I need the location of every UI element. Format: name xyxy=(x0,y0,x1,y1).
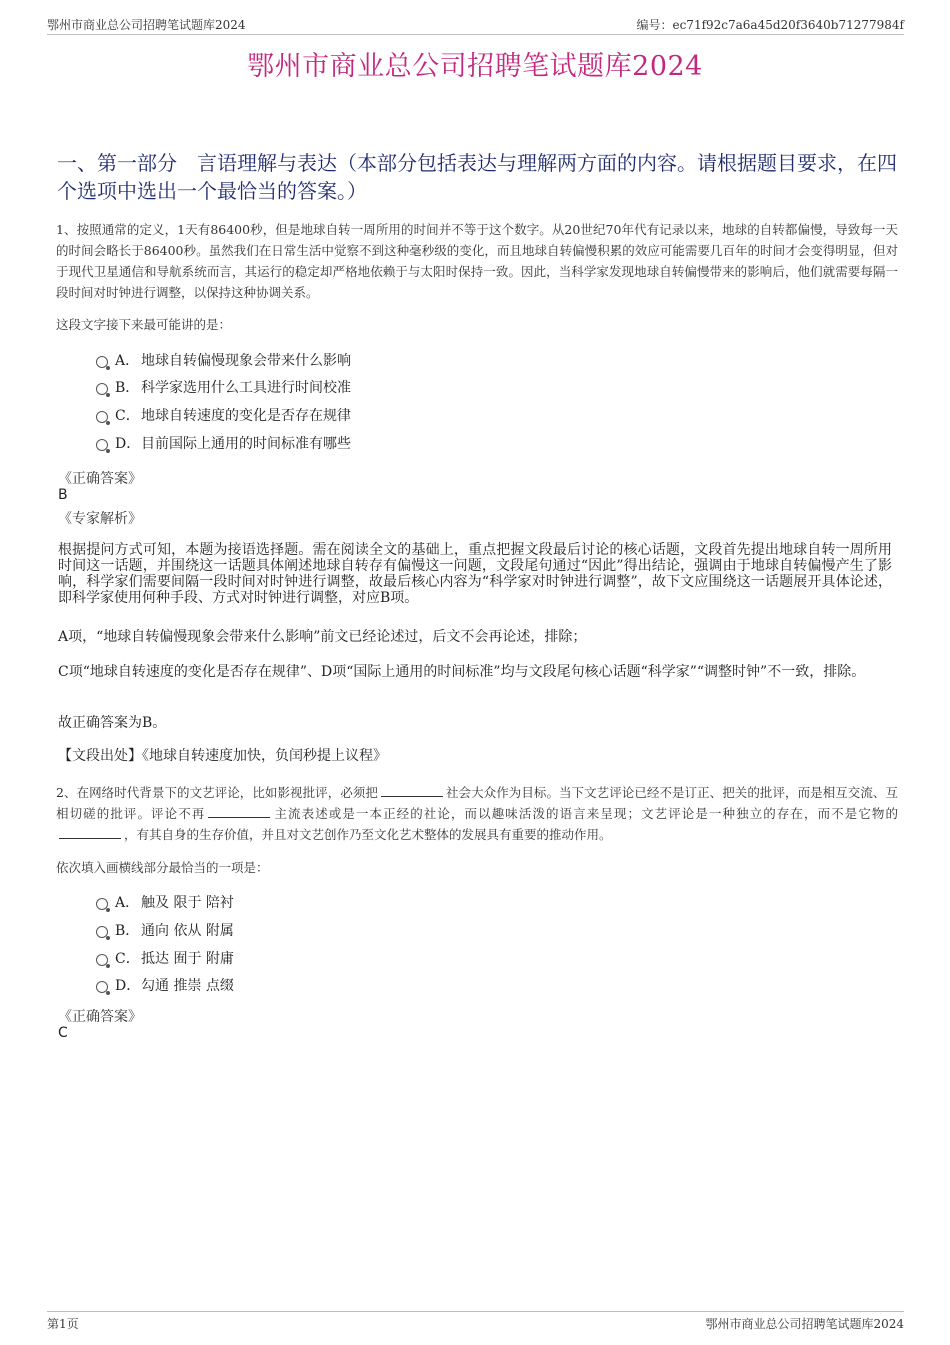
q1-analysis-label: 《专家解析》 xyxy=(58,511,142,527)
option-text: 地球自转偏慢现象会带来什么影响 xyxy=(141,353,351,369)
option-letter: A． xyxy=(115,895,140,911)
radio-icon[interactable] xyxy=(96,439,108,451)
option-letter: A． xyxy=(115,353,140,369)
option-letter: C． xyxy=(115,951,140,967)
q1-option-d[interactable] xyxy=(96,433,351,453)
radio-icon[interactable] xyxy=(96,981,108,993)
option-text: 抵达 囿于 附庸 xyxy=(141,951,234,967)
q2-stem xyxy=(56,782,898,845)
fill-blank xyxy=(59,826,121,839)
q1-prompt: 这段文字接下来最可能讲的是： xyxy=(56,317,232,332)
q2-stem-part: ，有其自身的生存价值，并且对文艺创作乃至文化艺术整体的发展具有重要的推动作用。 xyxy=(124,827,612,842)
option-letter: C． xyxy=(115,408,140,424)
q1-source: 【文段出处】《地球自转速度加快，负闰秒提上议程》 xyxy=(58,748,387,764)
q2-stem-part: 主流表述或是一本正经的社论，而以趣味活泼的语言来呈现；文艺评论是一种独立的存在，而不是它物的 xyxy=(273,806,898,821)
option-text: 目前国际上通用的时间标准有哪些 xyxy=(141,436,351,452)
q2-stem-part: 社会大众作为目标。当下文艺评论已经不是订正、把关的批评，而是相互交流、互相切磋的批评。评论不再 xyxy=(56,785,898,821)
option-text: 地球自转速度的变化是否存在规律 xyxy=(141,408,351,424)
option-letter: B． xyxy=(115,380,140,396)
q1-analysis-para: A项，“地球自转偏慢现象会带来什么影响”前文已经论述过，后文不会再论述，排除； xyxy=(58,629,587,645)
option-letter: D． xyxy=(115,978,141,994)
option-letter: B． xyxy=(115,923,140,939)
footer-page-number: 第1页 xyxy=(47,1317,79,1331)
radio-icon[interactable] xyxy=(96,356,108,368)
q1-option-b[interactable] xyxy=(96,377,351,397)
q1-stem: 1、按照通常的定义，1天有86400秒，但是地球自转一周所用的时间并不等于这个数字。从20世纪70年代有记录以来，地球的自转都偏慢，导致每一天的时间会略长于86400秒。虽然我们在日常生活中觉察不到这种毫秒级的变化，而且地球自转偏慢积累的效应可能需要几百年的时间才会变得明显，但对于现代卫星通信和导航系统而言，其运行的稳定却严格地依赖于与太阳时保持一致。因此，当科学家发现地球自转偏慢带来的影响后，他们就需要每隔一段时间对时钟进行调整，以保持这种协调关系。 xyxy=(56,222,898,300)
q1-analysis-para: C项“地球自转速度的变化是否存在规律”、D项“国际上通用的时间标准”均与文段尾句核心话题“科学家”“调整时钟”不一致，排除。 xyxy=(58,664,866,680)
radio-icon[interactable] xyxy=(96,898,108,910)
fill-blank xyxy=(208,805,270,818)
option-text: 科学家选用什么工具进行时间校准 xyxy=(141,380,351,396)
header-doc-title: 鄂州市商业总公司招聘笔试题库2024 xyxy=(47,18,246,32)
q1-analysis-para: 故正确答案为B。 xyxy=(58,715,167,731)
q1-option-c[interactable] xyxy=(96,405,351,425)
header-doc-id: 编号：ec71f92c7a6a45d20f3640b71277984f xyxy=(636,18,904,32)
option-letter: D． xyxy=(115,436,141,452)
radio-icon[interactable] xyxy=(96,954,108,966)
fill-blank xyxy=(381,784,443,797)
option-text: 通向 依从 附属 xyxy=(141,923,234,939)
radio-icon[interactable] xyxy=(96,383,108,395)
q1-answer: B xyxy=(58,487,68,503)
q1-analysis-para: 根据提问方式可知，本题为接语选择题。需在阅读全文的基础上，重点把握文段最后讨论的核心话题，文段首先提出地球自转一周所用时间这一话题，并围绕这一话题具体阐述地球自转存有偏慢这一问题，文段尾句通过“因此”得出结论，强调由于地球自转偏慢产生了影响，科学家们需要间隔一段时间对时钟进行调整，故最后核心内容为“科学家对时钟进行调整”，故下文应围绕这一话题展开具体论述，即科学家使用何种手段、方式对时钟进行调整，对应B项。 xyxy=(58,542,892,606)
q2-answer-label: 《正确答案》 xyxy=(58,1009,142,1025)
page-footer xyxy=(47,1311,904,1332)
footer-doc-title: 鄂州市商业总公司招聘笔试题库2024 xyxy=(705,1317,904,1331)
radio-icon[interactable] xyxy=(96,926,108,938)
radio-icon[interactable] xyxy=(96,411,108,423)
option-text: 勾通 推崇 点缀 xyxy=(141,978,234,994)
q2-option-a[interactable] xyxy=(96,892,234,912)
option-text: 触及 限于 陪衬 xyxy=(141,895,234,911)
q1-answer-label: 《正确答案》 xyxy=(58,471,142,487)
q2-answer: C xyxy=(58,1025,68,1041)
q2-stem-part: 2、在网络时代背景下的文艺评论，比如影视批评，必须把 xyxy=(56,785,378,800)
q2-option-b[interactable] xyxy=(96,920,234,940)
q2-option-c[interactable] xyxy=(96,948,234,968)
section-heading: 一、第一部分 言语理解与表达（本部分包括表达与理解两方面的内容。请根据题目要求，在四个选项中选出一个最恰当的答案。） xyxy=(57,151,897,203)
page-title: 鄂州市商业总公司招聘笔试题库2024 xyxy=(247,51,703,82)
q2-prompt: 依次填入画横线部分最恰当的一项是： xyxy=(56,860,269,875)
page-header xyxy=(47,14,904,35)
q1-option-a[interactable] xyxy=(96,350,351,370)
q2-option-d[interactable] xyxy=(96,975,234,995)
